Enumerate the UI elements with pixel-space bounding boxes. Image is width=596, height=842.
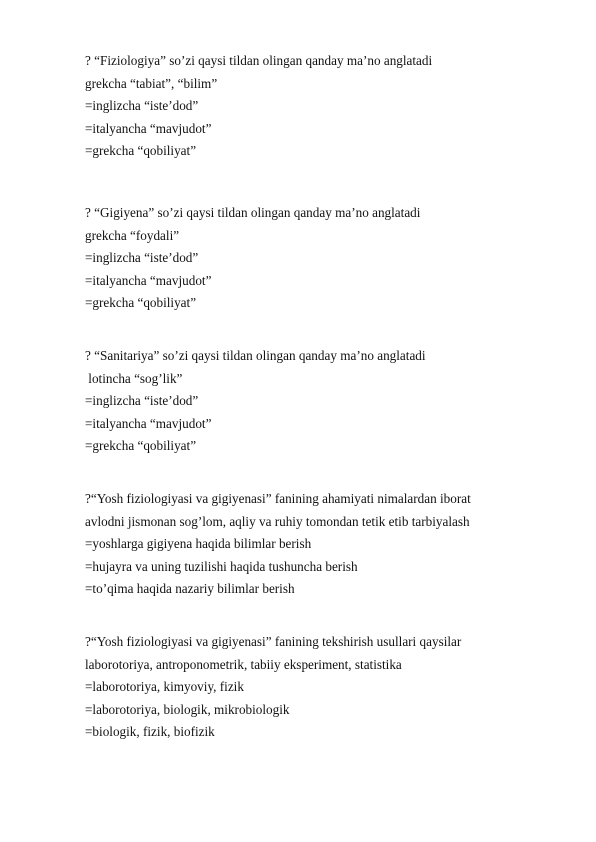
correct-answer: grekcha “foydali”	[85, 227, 180, 243]
answer-option: =hujayra va uning tuzilishi haqida tushuncha berish	[85, 558, 358, 574]
answer-option: =yoshlarga gigiyena haqida bilimlar berish	[85, 536, 312, 551]
question-block-1	[85, 50, 555, 163]
answer-option: =italyancha “mavjudot”	[85, 120, 212, 136]
question-block-4	[85, 488, 555, 601]
question-text: ? “Sanitariya” so’zi qaysi tildan olingan qanday ma’no anglatadi	[85, 348, 426, 363]
correct-answer: avlodni jismonan sog’lom, aqliy va ruhiy tomondan tetik etib tarbiyalash	[85, 513, 470, 529]
question-text: ? “Gigiyena” so’zi qaysi tildan olingan qanday ma’no anglatadi	[85, 205, 421, 220]
question-text: ?“Yosh fiziologiyasi va gigiyenasi” fanining tekshirish usullari qaysilar	[85, 634, 462, 649]
question-text: ? “Fiziologiya” so’zi qaysi tildan olingan qanday ma’no anglatadi	[85, 53, 433, 68]
question-block-2	[85, 202, 555, 315]
answer-option: =inglizcha “iste’dod”	[85, 393, 199, 408]
answer-option: =inglizcha “iste’dod”	[85, 98, 199, 113]
answer-option: =italyancha “mavjudot”	[85, 415, 212, 431]
answer-option: =grekcha “qobiliyat”	[85, 295, 197, 310]
answer-option: =to’qima haqida nazariy bilimlar berish	[85, 581, 295, 596]
answer-option: =laborotoriya, biologik, mikrobiologik	[85, 701, 290, 717]
answer-option: =grekcha “qobiliyat”	[85, 143, 197, 158]
answer-option: =laborotoriya, kimyoviy, fizik	[85, 679, 244, 694]
answer-option: =biologik, fizik, biofizik	[85, 724, 215, 739]
answer-option: =grekcha “qobiliyat”	[85, 438, 197, 453]
correct-answer: lotincha “sog’lik”	[85, 370, 183, 386]
question-block-5	[85, 631, 555, 744]
correct-answer: grekcha “tabiat”, “bilim”	[85, 75, 218, 91]
question-text: ?“Yosh fiziologiyasi va gigiyenasi” fanining ahamiyati nimalardan iborat	[85, 491, 471, 506]
answer-option: =italyancha “mavjudot”	[85, 272, 212, 288]
answer-option: =inglizcha “iste’dod”	[85, 250, 199, 265]
correct-answer: laborotoriya, antroponometrik, tabiiy eksperiment, statistika	[85, 656, 402, 672]
question-block-3	[85, 345, 555, 458]
